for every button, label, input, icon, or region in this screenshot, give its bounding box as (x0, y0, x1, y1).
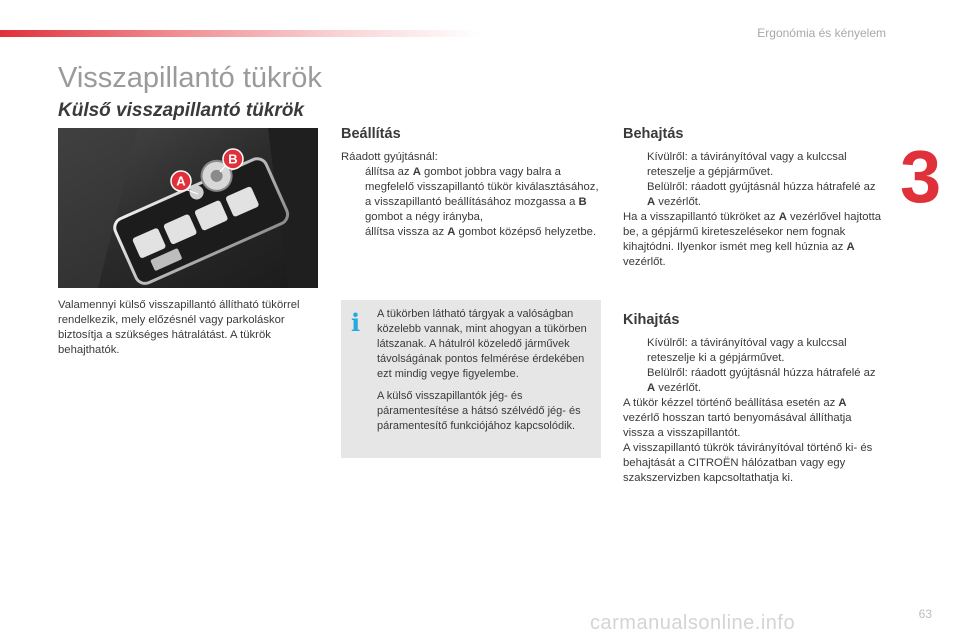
intro-text: Valamennyi külső visszapillantó állítható tükörrel rendelkezik, mely előzésnél vagy parkoláskor biztosítja a szükséges hátralátást. A tükrök behajthatók. (58, 299, 300, 356)
photo-callouts (58, 128, 318, 288)
info-paragraph-1: A tükörben látható tárgyak a valóságban közelebb vannak, mint ahogyan a tükörben látszanak. A hátulról közeledő járművek távolságának pontos felmérése érdekében ezt mindig vegye figyelembe. (377, 308, 587, 380)
adjustment-step-1: állítsa az A gombot jobbra vagy balra a megfelelő visszapillantó tükör kiválasztásához, (365, 166, 599, 193)
unfolding-note-2: A visszapillantó tükrök távirányítóval történő ki- és behajtását a CITROËN hálózatban vagy egy szakszervizben kapcsoltathatja ki. (623, 442, 873, 484)
header-accent-bar (0, 30, 480, 37)
page-number: 63 (918, 607, 932, 621)
adjustment-column (341, 150, 603, 240)
folding-heading: Behajtás (623, 126, 684, 142)
watermark: carmanualsonline.info (590, 612, 796, 634)
page-subtitle: Külső visszapillantó tükrök (58, 100, 304, 121)
label-a: A (176, 173, 186, 189)
adjustment-step-2: a visszapillantó beállításához mozgassa a B gombot a négy irányba, (365, 196, 587, 223)
info-paragraph-2: A külső visszapillantók jég- és páramentesítése a hátsó szélvédő jég- és páramentesítő funkciójához kapcsolódik. (377, 390, 581, 432)
section-title: Ergonómia és kényelem (757, 26, 886, 40)
adjustment-step-3: állítsa vissza az A gombot középső helyzetbe. (365, 226, 597, 238)
chapter-number: 3 (900, 135, 942, 218)
folding-step-1: Kívülről: a távirányítóval vagy a kulccsal reteszelje a gépjárművet. (647, 151, 847, 178)
door-control-photo (58, 128, 318, 288)
unfolding-note-1: A tükör kézzel történő beállítása esetén az A vezérlő hosszan tartó benyomásával állíthatja vissza a visszapillantót. (623, 397, 852, 439)
adjustment-lead: Ráadott gyújtásnál: (341, 151, 438, 163)
adjustment-heading: Beállítás (341, 126, 401, 142)
info-icon: i (351, 308, 361, 337)
unfolding-step-2: Belülről: ráadott gyújtásnál húzza hátrafelé az A vezérlőt. (647, 367, 876, 394)
unfolding-column (623, 336, 885, 486)
page-title: Visszapillantó tükrök (58, 62, 322, 94)
unfolding-heading: Kihajtás (623, 312, 680, 328)
unfolding-step-1: Kívülről: a távirányítóval vagy a kulccsal reteszelje ki a gépjárművet. (647, 337, 847, 364)
info-box (341, 300, 601, 458)
folding-step-2: Belülről: ráadott gyújtásnál húzza hátrafelé az A vezérlőt. (647, 181, 876, 208)
folding-note: Ha a visszapillantó tükröket az A vezérlővel hajtotta be, a gépjármű kireteszelésekor nem fognak kihajtódni. Ilyenkor ismét meg kell húznia az A vezérlőt. (623, 211, 882, 268)
folding-column (623, 150, 885, 270)
label-b: B (228, 151, 238, 167)
